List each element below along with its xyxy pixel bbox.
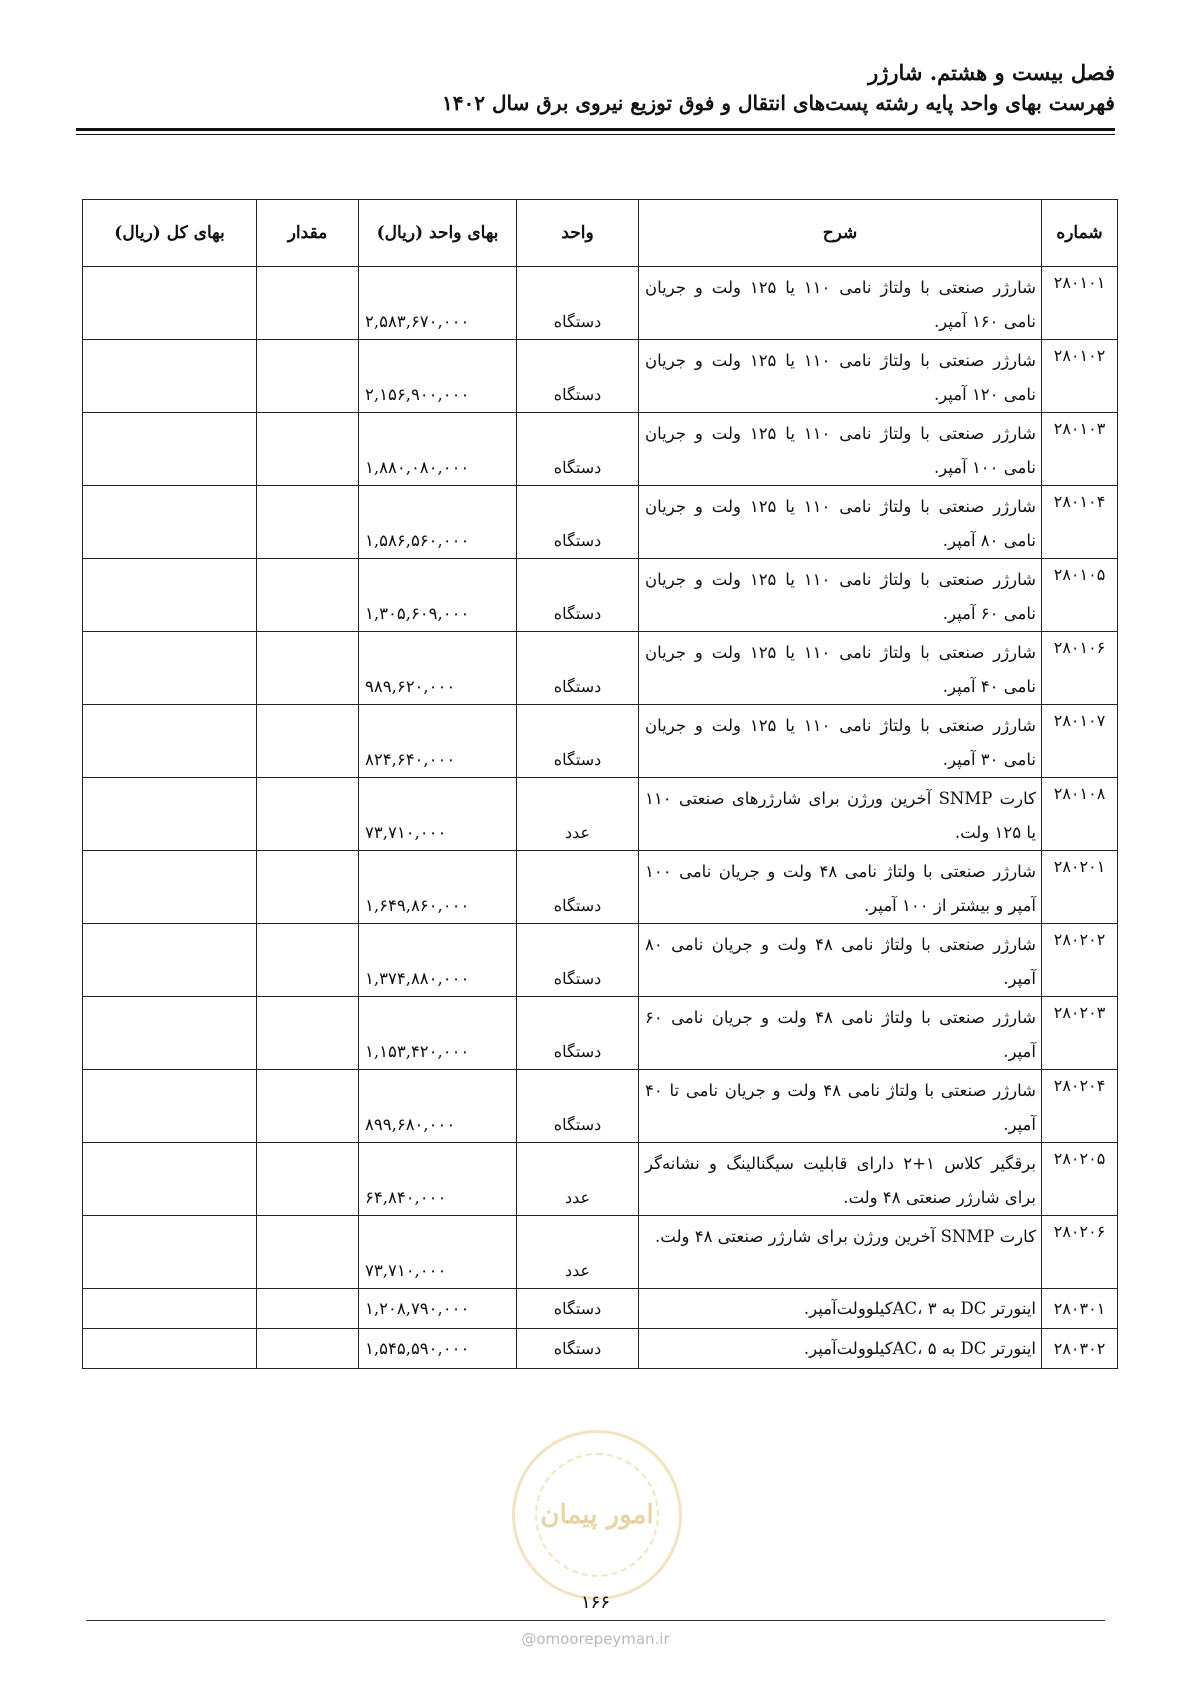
table-row <box>83 851 1118 924</box>
table-row <box>83 778 1118 851</box>
description-cell: برقگیر کلاس ۱+۲ دارای قابلیت سیگنالینگ و نشانه‌گر برای شارژر صنعتی ۴۸ ولت. <box>639 1143 1042 1216</box>
total-price-cell <box>83 1143 257 1216</box>
total-price-cell <box>83 1329 257 1369</box>
unit-price-cell: ۹۸۹,۶۲۰,۰۰۰ <box>359 632 517 705</box>
quantity-cell <box>257 778 359 851</box>
unit-cell: دستگاه <box>517 705 639 778</box>
description-cell: شارژر صنعتی با ولتاژ نامی ۱۱۰ یا ۱۲۵ ولت و جریان نامی ۱۰۰ آمپر. <box>639 413 1042 486</box>
table-row <box>83 559 1118 632</box>
code-cell: ۲۸۰۳۰۲ <box>1042 1329 1118 1369</box>
chapter-title: فصل بیست و هشتم. شارژر <box>868 60 1115 85</box>
unit-cell: دستگاه <box>517 267 639 340</box>
description-cell: شارژر صنعتی با ولتاژ نامی ۴۸ ولت و جریان نامی ۱۰۰ آمپر و بیشتر از ۱۰۰ آمپر. <box>639 851 1042 924</box>
code-cell: ۲۸۰۲۰۴ <box>1042 1070 1118 1143</box>
total-price-cell <box>83 413 257 486</box>
table-row <box>83 1329 1118 1369</box>
unit-price-cell: ۱,۸۸۰,۰۸۰,۰۰۰ <box>359 413 517 486</box>
table-header-row <box>83 200 1118 267</box>
unit-cell: عدد <box>517 1216 639 1289</box>
description-cell: شارژر صنعتی با ولتاژ نامی ۱۱۰ یا ۱۲۵ ولت و جریان نامی ۸۰ آمپر. <box>639 486 1042 559</box>
unit-price-cell: ۱,۳۷۴,۸۸۰,۰۰۰ <box>359 924 517 997</box>
total-price-cell <box>83 1289 257 1329</box>
code-cell: ۲۸۰۲۰۱ <box>1042 851 1118 924</box>
unit-cell: دستگاه <box>517 632 639 705</box>
description-cell: شارژر صنعتی با ولتاژ نامی ۱۱۰ یا ۱۲۵ ولت و جریان نامی ۳۰ آمپر. <box>639 705 1042 778</box>
total-price-cell <box>83 559 257 632</box>
unit-price-cell: ۷۳,۷۱۰,۰۰۰ <box>359 1216 517 1289</box>
unit-price-cell: ۱,۳۰۵,۶۰۹,۰۰۰ <box>359 559 517 632</box>
unit-price-cell: ۸۲۴,۶۴۰,۰۰۰ <box>359 705 517 778</box>
description-cell: شارژر صنعتی با ولتاژ نامی ۴۸ ولت و جریان نامی ۶۰ آمپر. <box>639 997 1042 1070</box>
total-price-cell <box>83 486 257 559</box>
code-cell: ۲۸۰۱۰۷ <box>1042 705 1118 778</box>
description-cell: اینورتر DC به AC، ۳کیلوولت‌آمپر. <box>639 1289 1042 1329</box>
code-cell: ۲۸۰۱۰۳ <box>1042 413 1118 486</box>
table-row <box>83 924 1118 997</box>
description-cell: شارژر صنعتی با ولتاژ نامی ۱۱۰ یا ۱۲۵ ولت و جریان نامی ۱۶۰ آمپر. <box>639 267 1042 340</box>
table-row <box>83 486 1118 559</box>
column-header-quantity: مقدار <box>257 200 359 267</box>
unit-price-cell: ۱,۱۵۳,۴۲۰,۰۰۰ <box>359 997 517 1070</box>
description-cell: شارژر صنعتی با ولتاژ نامی ۴۸ ولت و جریان نامی ۸۰ آمپر. <box>639 924 1042 997</box>
description-cell: شارژر صنعتی با ولتاژ نامی ۱۱۰ یا ۱۲۵ ولت و جریان نامی ۴۰ آمپر. <box>639 632 1042 705</box>
unit-price-cell: ۸۹۹,۶۸۰,۰۰۰ <box>359 1070 517 1143</box>
description-cell: شارژر صنعتی با ولتاژ نامی ۱۱۰ یا ۱۲۵ ولت و جریان نامی ۶۰ آمپر. <box>639 559 1042 632</box>
unit-cell: دستگاه <box>517 1070 639 1143</box>
unit-cell: دستگاه <box>517 413 639 486</box>
quantity-cell <box>257 413 359 486</box>
total-price-cell <box>83 997 257 1070</box>
unit-cell: دستگاه <box>517 997 639 1070</box>
code-cell: ۲۸۰۲۰۶ <box>1042 1216 1118 1289</box>
quantity-cell <box>257 924 359 997</box>
unit-price-cell: ۲,۵۸۳,۶۷۰,۰۰۰ <box>359 267 517 340</box>
total-price-cell <box>83 851 257 924</box>
table-row <box>83 413 1118 486</box>
table-row <box>83 1289 1118 1329</box>
quantity-cell <box>257 267 359 340</box>
code-cell: ۲۸۰۲۰۲ <box>1042 924 1118 997</box>
quantity-cell <box>257 1289 359 1329</box>
column-header-unit: واحد <box>517 200 639 267</box>
unit-price-cell: ۱,۵۴۵,۵۹۰,۰۰۰ <box>359 1329 517 1369</box>
unit-cell: دستگاه <box>517 340 639 413</box>
total-price-cell <box>83 267 257 340</box>
quantity-cell <box>257 1329 359 1369</box>
column-header-code: شماره <box>1042 200 1118 267</box>
quantity-cell <box>257 851 359 924</box>
total-price-cell <box>83 632 257 705</box>
header-rule-thin <box>76 134 1115 135</box>
unit-cell: دستگاه <box>517 1329 639 1369</box>
table-row <box>83 705 1118 778</box>
unit-cell: دستگاه <box>517 851 639 924</box>
unit-price-cell: ۶۴,۸۴۰,۰۰۰ <box>359 1143 517 1216</box>
unit-cell: دستگاه <box>517 486 639 559</box>
description-cell: اینورتر DC به AC، ۵کیلوولت‌آمپر. <box>639 1329 1042 1369</box>
total-price-cell <box>83 340 257 413</box>
unit-price-cell: ۱,۶۴۹,۸۶۰,۰۰۰ <box>359 851 517 924</box>
quantity-cell <box>257 997 359 1070</box>
page-number: ۱۶۶ <box>580 1592 610 1613</box>
column-header-total-price: بهای کل (ریال) <box>83 200 257 267</box>
unit-cell: عدد <box>517 1143 639 1216</box>
unit-price-cell: ۱,۲۰۸,۷۹۰,۰۰۰ <box>359 1289 517 1329</box>
code-cell: ۲۸۰۱۰۱ <box>1042 267 1118 340</box>
quantity-cell <box>257 1143 359 1216</box>
header-rule-thick <box>76 128 1115 131</box>
unit-price-cell: ۲,۱۵۶,۹۰۰,۰۰۰ <box>359 340 517 413</box>
code-cell: ۲۸۰۱۰۵ <box>1042 559 1118 632</box>
code-cell: ۲۸۰۱۰۲ <box>1042 340 1118 413</box>
unit-cell: دستگاه <box>517 924 639 997</box>
description-cell: شارژر صنعتی با ولتاژ نامی ۴۸ ولت و جریان نامی تا ۴۰ آمپر. <box>639 1070 1042 1143</box>
code-cell: ۲۸۰۱۰۸ <box>1042 778 1118 851</box>
description-cell: کارت SNMP آخرین ورژن برای شارژر صنعتی ۴۸ ولت. <box>639 1216 1042 1289</box>
column-header-unit-price: بهای واحد (ریال) <box>359 200 517 267</box>
description-cell: کارت SNMP آخرین ورژن برای شارژرهای صنعتی ۱۱۰ یا ۱۲۵ ولت. <box>639 778 1042 851</box>
unit-cell: دستگاه <box>517 559 639 632</box>
price-table <box>82 199 1118 1369</box>
total-price-cell <box>83 778 257 851</box>
watermark-url: @omoorepeyman.ir <box>521 1630 670 1648</box>
quantity-cell <box>257 1070 359 1143</box>
table-row <box>83 267 1118 340</box>
unit-cell: عدد <box>517 778 639 851</box>
seal-text: امور پیمان <box>535 1453 659 1577</box>
table-row <box>83 632 1118 705</box>
table-body <box>83 267 1118 1369</box>
code-cell: ۲۸۰۲۰۵ <box>1042 1143 1118 1216</box>
unit-cell: دستگاه <box>517 1289 639 1329</box>
table-row <box>83 1216 1118 1289</box>
footer-rule <box>86 1620 1105 1621</box>
unit-price-cell: ۷۳,۷۱۰,۰۰۰ <box>359 778 517 851</box>
quantity-cell <box>257 1216 359 1289</box>
total-price-cell <box>83 705 257 778</box>
total-price-cell <box>83 924 257 997</box>
page-header <box>75 58 1115 118</box>
total-price-cell <box>83 1216 257 1289</box>
description-cell: شارژر صنعتی با ولتاژ نامی ۱۱۰ یا ۱۲۵ ولت و جریان نامی ۱۲۰ آمپر. <box>639 340 1042 413</box>
total-price-cell <box>83 1070 257 1143</box>
code-cell: ۲۸۰۱۰۶ <box>1042 632 1118 705</box>
document-subtitle: فهرست بهای واحد پایه رشته پست‌های انتقال و فوق توزیع نیروی برق سال ۱۴۰۲ <box>442 91 1115 115</box>
quantity-cell <box>257 340 359 413</box>
column-header-description: شرح <box>639 200 1042 267</box>
quantity-cell <box>257 559 359 632</box>
code-cell: ۲۸۰۱۰۴ <box>1042 486 1118 559</box>
quantity-cell <box>257 705 359 778</box>
table-row <box>83 1070 1118 1143</box>
quantity-cell <box>257 632 359 705</box>
quantity-cell <box>257 486 359 559</box>
code-cell: ۲۸۰۳۰۱ <box>1042 1289 1118 1329</box>
unit-price-cell: ۱,۵۸۶,۵۶۰,۰۰۰ <box>359 486 517 559</box>
table-row <box>83 997 1118 1070</box>
code-cell: ۲۸۰۲۰۳ <box>1042 997 1118 1070</box>
table-row <box>83 1143 1118 1216</box>
table-row <box>83 340 1118 413</box>
watermark-seal <box>512 1430 682 1600</box>
